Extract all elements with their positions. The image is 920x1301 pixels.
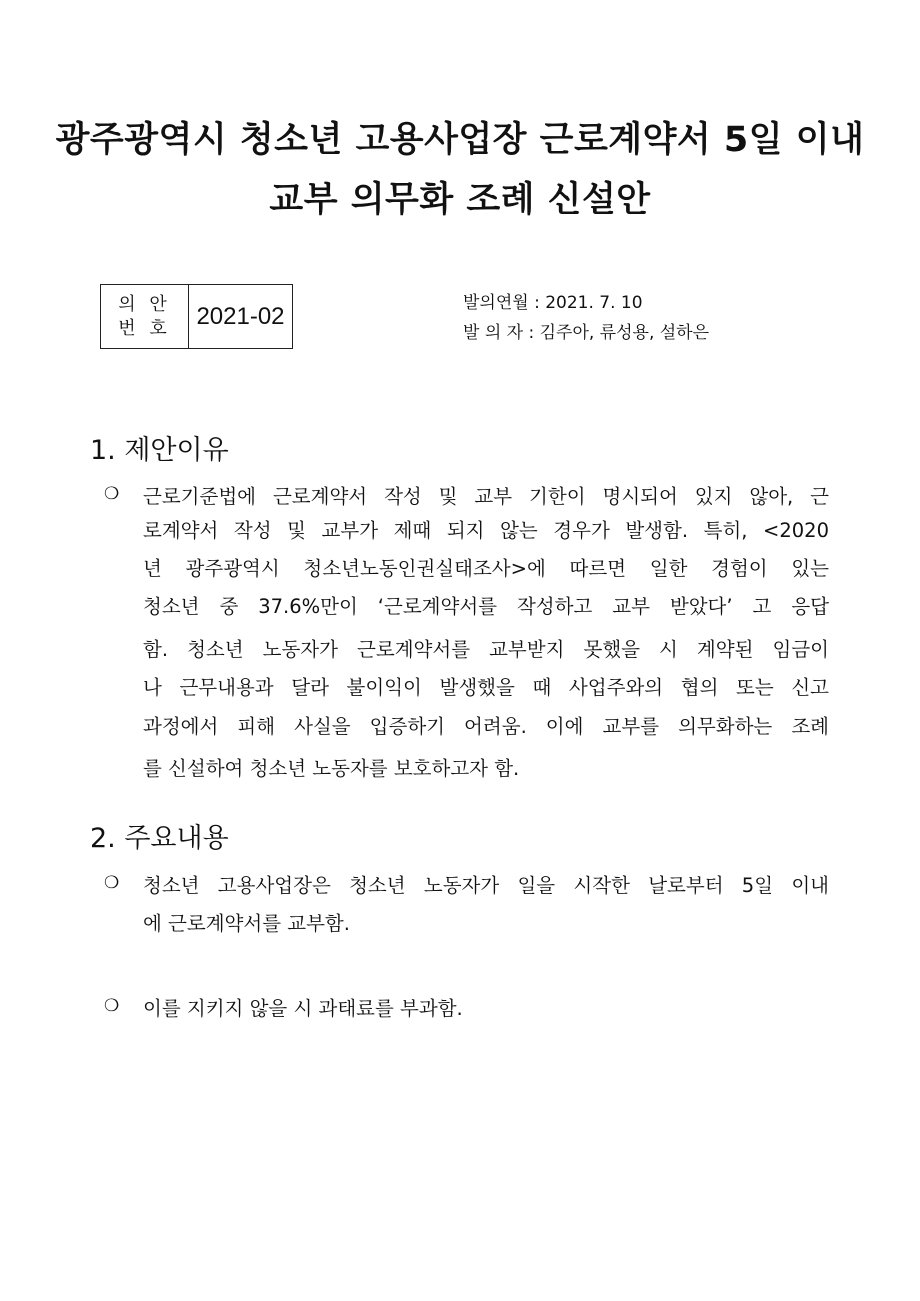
section-heading-main-contents: 2. 주요내용 <box>90 823 229 854</box>
section-heading-proposal-reason: 1. 제안이유 <box>90 435 229 466</box>
paragraph-line: 과정에서 피해 사실을 입증하기 어려움. 이에 교부를 의무화하는 조례 <box>143 715 829 738</box>
proposal-sponsors: 발 의 자 : 김주아, 류성용, 설하은 <box>463 323 710 343</box>
bill-number-label <box>101 285 189 348</box>
document-title-line-2: 교부 의무화 조례 신설안 <box>269 180 651 220</box>
proposal-date: 발의연월 : 2021. 7. 10 <box>463 293 643 313</box>
paragraph-line: 함. 청소년 노동자가 근로계약서를 교부받지 못했을 시 계약된 임금이 <box>143 638 829 661</box>
bullet-circle-icon: ❍ <box>104 873 120 893</box>
bill-number-label-line-2: 번 호 <box>118 317 171 339</box>
bill-number-value: 2021-02 <box>196 302 285 330</box>
paragraph-line: 나 근무내용과 달라 불이익이 발생했을 때 사업주와의 협의 또는 신고 <box>143 676 829 699</box>
bullet-circle-icon: ❍ <box>104 996 120 1016</box>
paragraph-line: 로계약서 작성 및 교부가 제때 되지 않는 경우가 발생함. 특히, <2020 <box>143 519 829 542</box>
paragraph-line: 청소년 중 37.6%만이 ‘근로계약서를 작성하고 교부 받았다’ 고 응답 <box>143 595 829 618</box>
paragraph-line: 근로기준법에 근로계약서 작성 및 교부 기한이 명시되어 있지 않아, 근 <box>143 485 829 508</box>
paragraph-line: 이를 지키지 않을 시 과태료를 부과함. <box>143 997 463 1020</box>
paragraph-line: 를 신설하여 청소년 노동자를 보호하고자 함. <box>143 757 520 780</box>
bill-number-box <box>100 284 293 349</box>
paragraph-line: 에 근로계약서를 교부함. <box>143 912 350 935</box>
document-title-line-1: 광주광역시 청소년 고용사업장 근로계약서 5일 이내 <box>55 120 865 160</box>
paragraph-line: 청소년 고용사업장은 청소년 노동자가 일을 시작한 날로부터 5일 이내 <box>143 874 829 897</box>
bullet-circle-icon: ❍ <box>104 484 120 504</box>
bill-number-label-line-1: 의 안 <box>118 293 171 315</box>
paragraph-line: 년 광주광역시 청소년노동인권실태조사>에 따르면 일한 경험이 있는 <box>143 557 829 580</box>
